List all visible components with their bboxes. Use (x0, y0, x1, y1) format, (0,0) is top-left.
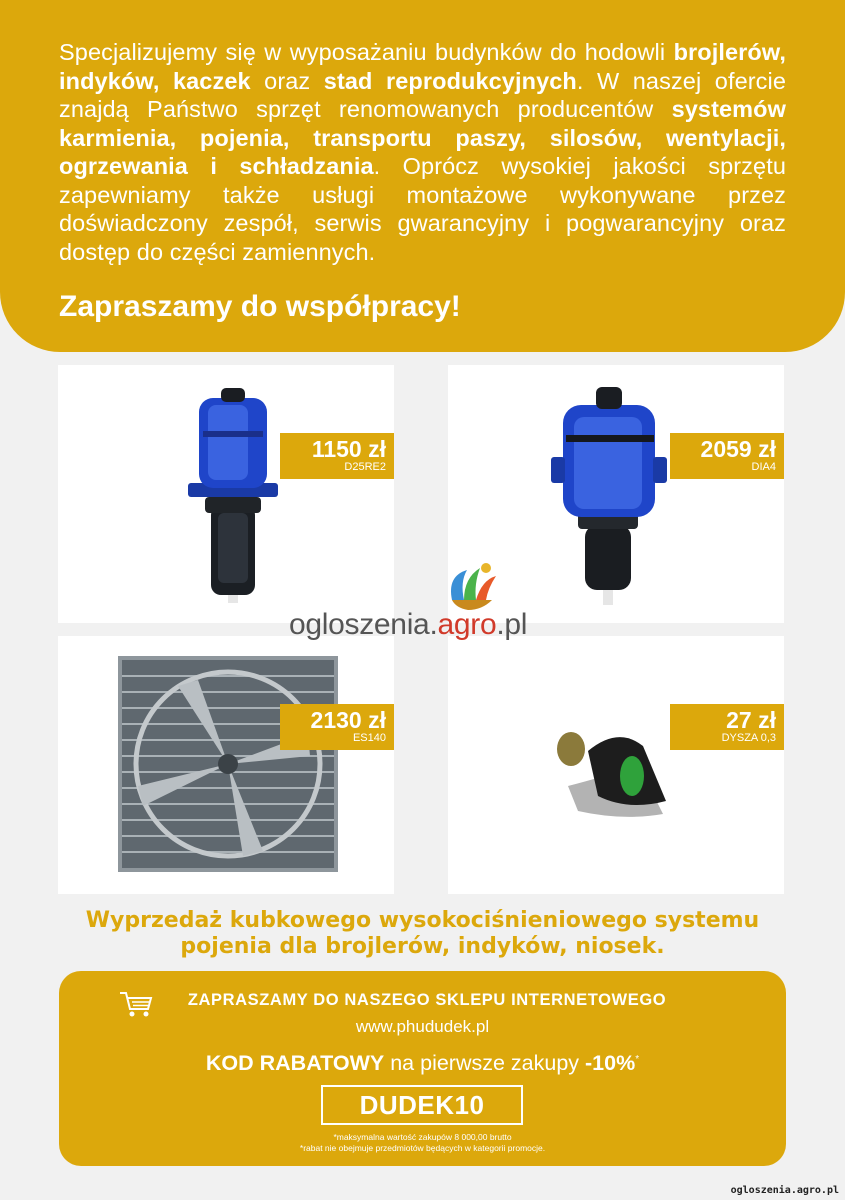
product-price: 2130 zł (310, 707, 386, 733)
dosatron-doser-image (58, 365, 394, 623)
price-tag (280, 704, 394, 750)
product-card-nozzle[interactable] (448, 636, 784, 894)
invite-heading: Zapraszamy do współpracy! (59, 290, 461, 323)
watermark-agro: agro (437, 608, 497, 641)
product-card-es140[interactable] (58, 636, 394, 894)
intro-text-4: . Oprócz wysokiej jakości sprzętu zapewniamy także usługi montażowe wykonywane przez doświadczony zespół, serwis gwarancyjny i pogwarancyjny oraz dostęp do części zamiennych. (59, 153, 787, 265)
intro-text-3: . W naszej ofercie znajdą Państwo sprzęt renomowanych producentów (59, 67, 787, 122)
fine-print-1: *maksymalna wartość zakupów 8 000,00 brutto (333, 1132, 512, 1142)
nozzle-image (448, 636, 784, 894)
price-tag (670, 433, 784, 479)
ogloszenia-watermark (289, 608, 527, 642)
intro-paragraph (59, 38, 786, 266)
corner-watermark: ogloszenia.agro.pl (730, 1185, 839, 1196)
coupon-text: na pierwsze zakupy (384, 1051, 586, 1075)
product-price: 27 zł (726, 707, 776, 733)
rooster-logo-icon (442, 556, 504, 612)
coupon-line (59, 1051, 786, 1076)
product-price: 1150 zł (311, 436, 386, 462)
product-price: 2059 zł (700, 436, 776, 462)
intro-bold-2: stad reprodukcyjnych (323, 67, 577, 94)
product-model: ES140 (352, 732, 386, 744)
ventilation-fan-image (58, 636, 394, 894)
sale-line-1: Wyprzedaż kubkowego wysokociśnieniowego systemu (85, 908, 760, 933)
intro-bold-1: brojlerów, indyków, kaczek (59, 39, 786, 94)
shop-headline: ZAPRASZAMY DO NASZEGO SKLEPU INTERNETOWEGO (187, 991, 667, 1009)
shop-promo-box (59, 971, 786, 1166)
price-tag (280, 433, 394, 479)
coupon-code-box: DUDEK10 (321, 1085, 523, 1125)
watermark-post: .pl (496, 608, 528, 641)
watermark-pre: ogloszenia. (289, 608, 438, 641)
product-card-d25re2[interactable] (58, 365, 394, 623)
coupon-asterisk: * (635, 1053, 640, 1065)
product-model: D25RE2 (344, 461, 386, 473)
intro-text-2: oraz (250, 67, 324, 94)
sale-line-2: pojenia dla brojlerów, indyków, niosek. (180, 934, 665, 959)
product-model: DYSZA 0,3 (721, 732, 776, 744)
intro-text-1: Specjalizujemy się w wyposażaniu budynków do hodowli (59, 39, 674, 65)
intro-bold-3: systemów karmienia, pojenia, transportu paszy, silosów, wentylacji, ogrzewania i schładzania (59, 96, 786, 179)
coupon-label: KOD RABATOWY (205, 1051, 385, 1075)
coupon-discount: -10% (585, 1051, 636, 1075)
sale-announcement (60, 908, 785, 960)
fine-print-2: *rabat nie obejmuje przedmiotów będących w kategorii promocje. (299, 1143, 546, 1153)
price-tag (670, 704, 784, 750)
shop-url-link[interactable]: www.phududek.pl (355, 1017, 490, 1036)
product-model: DIA4 (751, 461, 776, 473)
